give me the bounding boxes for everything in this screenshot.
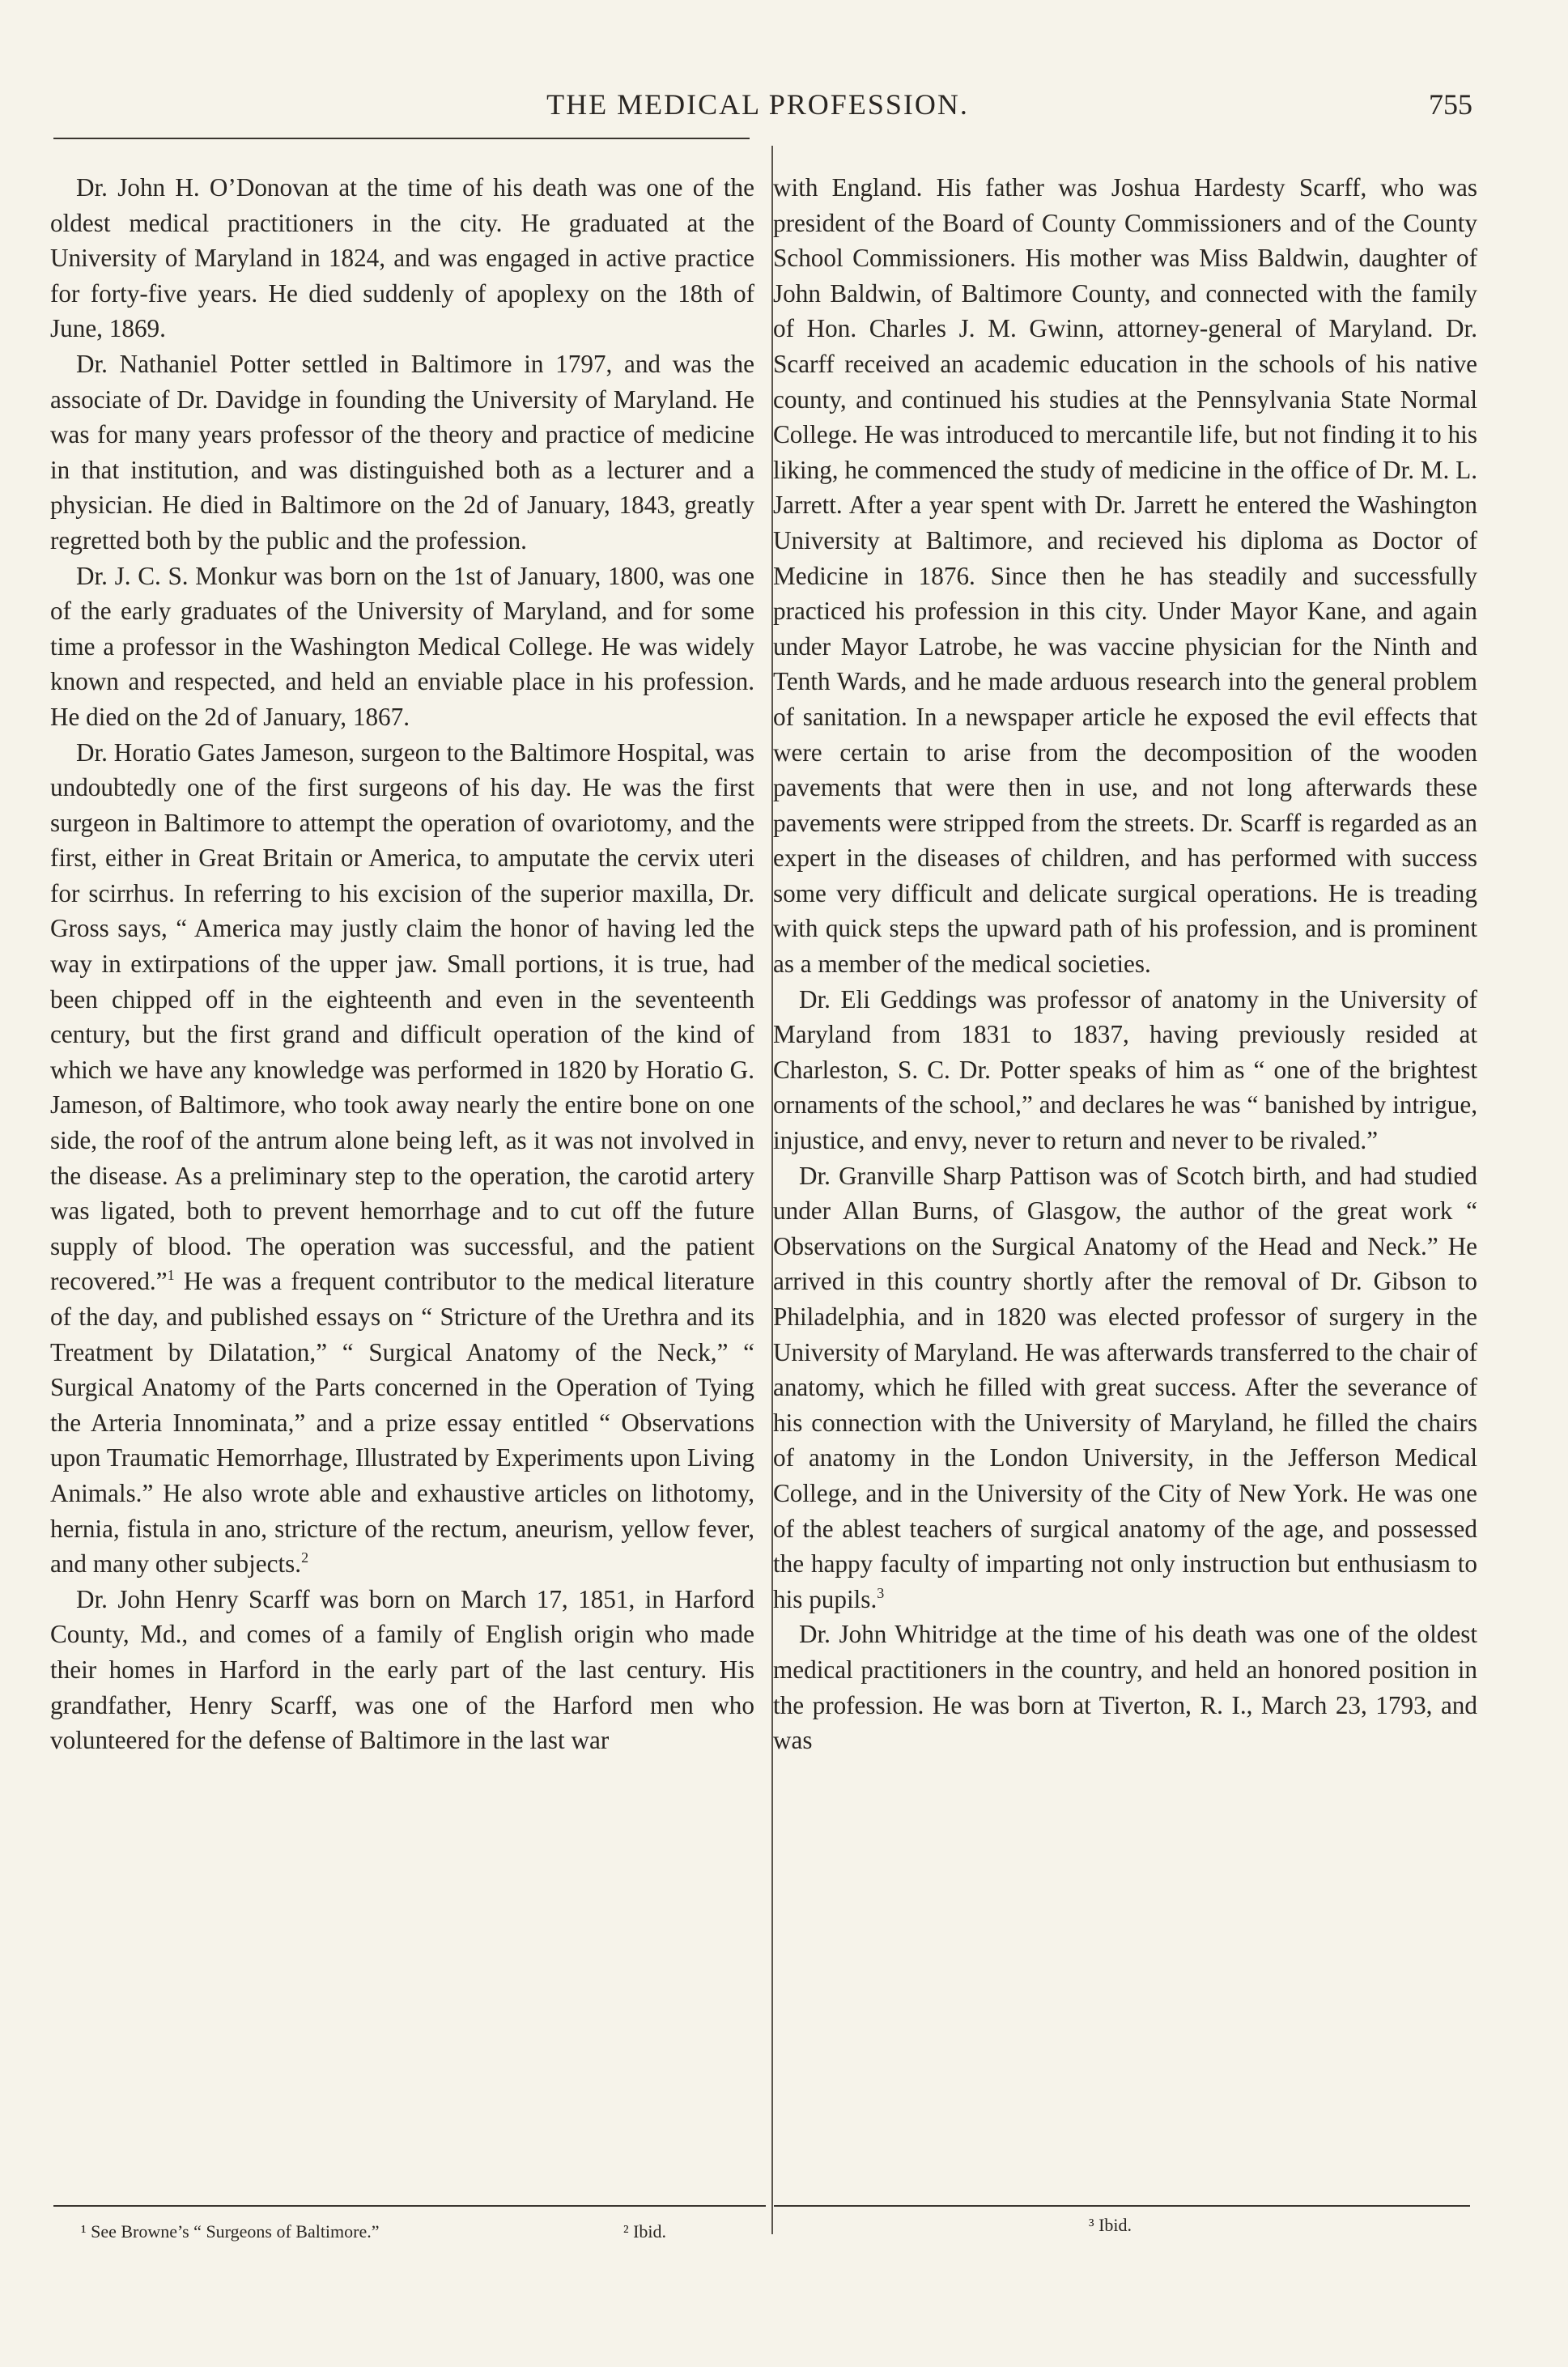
paragraph-monkur: Dr. J. C. S. Monkur was born on the 1st of January, 1800, was one of the early graduates of the University of Maryland, and for some time a professor in the Washington Medical College. He was widely known and respected, and held an enviable place in his profession. He died on the 2d of January, 1867. — [50, 561, 754, 731]
paragraph-whitridge: Dr. John Whitridge at the time of his death was one of the oldest medical practitioners in the country, and held an honored position in the profession. He was born at Tiverton, R. I., March 23, 1793, and was — [773, 1620, 1477, 1755]
paragraph-jameson-part2: He was a frequent contributor to the medical literature of the day, and published essays on “ Stricture of the Urethra and its Treatment by Dilatation,” “ Surgical Anatomy of the Neck,” “ Surgical Anatomy of the Parts concerned in the Operation of Tying the Arteria Innominata,” and a prize essay entitled “ Observations upon Traumatic Hemorrhage, Illustrated by Experiments upon Living Animals.” He also wrote able and exhaustive articles on lithotomy, hernia, fistula in ano, stricture of the rectum, aneurism, yellow fever, and many other subjects. — [50, 1267, 754, 1579]
footnote-ref-1: 1 — [167, 1267, 175, 1284]
paragraph-scarff-continued: with England. His father was Joshua Hardesty Scarff, who was president of the Board of County Commissioners and of the County School Commissioners. His mother was Miss Baldwin, daughter of John Baldwin, of Baltimore County, and connected with the family of Hon. Charles J. M. Gwinn, attorney-general of Maryland. Dr. Scarff received an academic education in the schools of his native county, and continued his studies at the Pennsylvania State Normal College. He was introduced to mercantile life, but not finding it to his liking, he commenced the study of medicine in the office of Dr. M. L. Jarrett. After a year spent with Dr. Jarrett he entered the Washington University at Baltimore, and recieved his diploma as Doctor of Medicine in 1876. Since then he has steadily and successfully practiced his profession in this city. Under Mayor Kane, and again under Mayor Latrobe, he was vaccine physician for the Ninth and Tenth Wards, and he made arduous research into the general problem of sanitation. In a newspaper article he exposed the evil effects that were certain to arise from the decomposition of the wooden pavements that were then in use, and not long afterwards these pavements were stripped from the streets. Dr. Scarff is regarded as an expert in the diseases of children, and has performed with success some very difficult and delicate surgical operations. He is treading with quick steps the upward path of his profession, and is prominent as a member of the medical societies. — [773, 173, 1477, 979]
paragraph-geddings: Dr. Eli Geddings was professor of anatomy in the University of Maryland from 1831 to 1837, having previously resided at Charleston, S. C. Dr. Potter speaks of him as “ one of the brightest ornaments of the school,” and declares he was “ banished by intrigue, injustice, and envy, never to return and never to be rivaled.” — [773, 984, 1477, 1155]
footnote-3: ³ Ibid. — [1089, 2215, 1132, 2235]
footnote-rule-left — [53, 2205, 766, 2207]
paragraph-scarff: Dr. John Henry Scarff was born on March 17, 1851, in Harford County, Md., and comes of a family of English origin who made their homes in Harford in the early part of the last century. His grandfather, Henry Scarff, was one of the Harford men who volunteered for the defense of Baltimore in the last war — [50, 1584, 754, 1755]
running-head: THE MEDICAL PROFESSION. — [546, 88, 969, 121]
right-column — [773, 170, 1477, 1758]
footnote-ref-2: 2 — [301, 1549, 309, 1566]
paragraph-potter: Dr. Nathaniel Potter settled in Baltimore in 1797, and was the associate of Dr. Davidge in founding the University of Maryland. He was for many years professor of the theory and practice of medicine in that institution, and was distinguished both as a lecturer and a physician. He died in Baltimore on the 2d of January, 1843, greatly regretted both by the public and the profession. — [50, 349, 754, 555]
footnote-2: ² Ibid. — [623, 2221, 667, 2242]
left-column — [50, 170, 754, 1758]
paragraph-jameson — [50, 735, 754, 1582]
paragraph-odonovan: Dr. John H. O’Donovan at the time of his death was one of the oldest medical practitioners in the city. He graduated at the University of Maryland in 1824, and was engaged in active practice for forty-five years. He died suddenly of apoplexy on the 18th of June, 1869. — [50, 173, 754, 343]
footnote-1: ¹ See Browne’s “ Surgeons of Baltimore.” — [81, 2221, 380, 2242]
header-rule — [53, 138, 750, 139]
paragraph-pattison — [773, 1158, 1477, 1617]
page-number: 755 — [1429, 88, 1472, 121]
footnote-rule-right — [774, 2205, 1470, 2207]
paragraph-jameson-part1: Dr. Horatio Gates Jameson, surgeon to the Baltimore Hospital, was undoubtedly one of the first surgeons of his day. He was the first surgeon in Baltimore to attempt the operation of ovariotomy, and the first, either in Great Britain or America, to amputate the cervix uteri for scirrhus. In referring to his excision of the superior maxilla, Dr. Gross says, “ America may justly claim the honor of having led the way in extirpations of the upper jaw. Small portions, it is true, had been chipped off in the eighteenth and even in the seventeenth century, but the first grand and difficult operation of the kind of which we have any knowledge was performed in 1820 by Horatio G. Jameson, of Baltimore, who took away nearly the entire bone on one side, the roof of the antrum alone being left, as it was not involved in the disease. As a preliminary step to the operation, the carotid artery was ligated, both to prevent hemorrhage and to cut off the future supply of blood. The operation was successful, and the patient recovered.” — [50, 737, 754, 1296]
paragraph-pattison-text: Dr. Granville Sharp Pattison was of Scotch birth, and had studied under Allan Burns, of Glasgow, the author of the great work “ Observations on the Surgical Anatomy of the Head and Neck.” He arrived in this country shortly after the removal of Dr. Gibson to Philadelphia, and in 1820 was elected professor of surgery in the University of Maryland. He was afterwards transferred to the chair of anatomy, which he filled with great success. After the severance of his connection with the University of Maryland, he filled the chairs of anatomy in the London University, in the Jefferson Medical College, and in the University of the City of New York. He was one of the ablest teachers of surgical anatomy of the age, and possessed the happy faculty of imparting not only instruction but enthusiasm to his pupils. — [773, 1161, 1477, 1613]
footnote-ref-3: 3 — [877, 1584, 885, 1601]
